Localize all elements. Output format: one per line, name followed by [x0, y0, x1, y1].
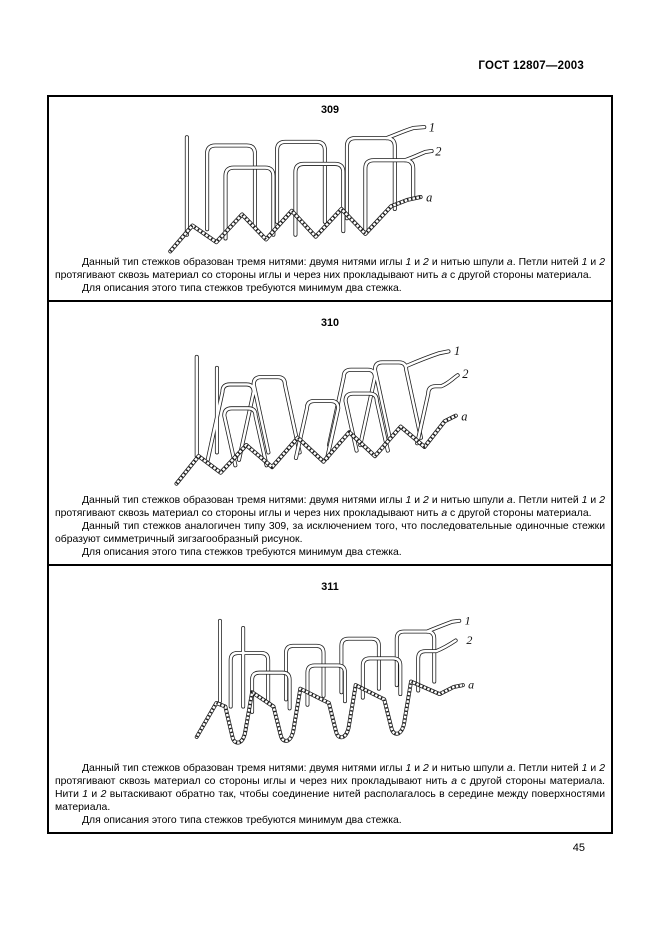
stitch-diagram-310: [150, 333, 486, 491]
needle-thread-2-label: 2: [462, 366, 469, 381]
stitch-comparison: Данный тип стежков аналогичен типу 309, за исключением того, что последовательные одиночные стежки образуют симметричный зигзагообразный рисунок.: [55, 521, 605, 545]
stitch-type-number: 310: [320, 317, 339, 329]
bobbin-thread-label: а: [461, 408, 468, 423]
stitch-type-number: 311: [321, 581, 339, 593]
stitch-section-310: [47, 300, 613, 566]
stitch-description: Данный тип стежков образован тремя нитями: двумя нитями иглы 1 и 2 и нитью шпули а. Петли нитей 1 и 2 протягивают сквозь материал со стороны иглы и через них прокладывают нить а с другой стороны материала. Нити 1 и 2 вытаскивают обратно так, чтобы соединение нитей располагалось в середине между поверхностями материала.: [55, 763, 606, 813]
stitch-description: Данный тип стежков образован тремя нитями: двумя нитями иглы 1 и 2 и нитью шпули а. Петли нитей 1 и 2 протягивают сквозь материал со стороны иглы и через них прокладывают нить а с другой стороны материала.: [55, 257, 606, 281]
needle-thread-1-label: 1: [464, 612, 471, 627]
page-number: 45: [572, 842, 585, 854]
stitch-type-number: 309: [320, 104, 339, 116]
bobbin-thread-label: а: [468, 677, 475, 692]
stitch-section-309: [47, 95, 613, 302]
bobbin-thread-label: а: [425, 190, 432, 205]
needle-thread-1-label: 1: [428, 120, 435, 135]
stitch-description: Данный тип стежков образован тремя нитями: двумя нитями иглы 1 и 2 и нитью шпули а. Петли нитей 1 и 2 протягивают сквозь материал со стороны иглы и через них прокладывают нить а с другой стороны материала.: [55, 495, 606, 519]
stitch-diagram-311: [163, 603, 493, 753]
stitch-note: Для описания этого типа стежков требуются минимум два стежка.: [82, 815, 402, 826]
needle-thread-1-label: 1: [453, 343, 461, 358]
standard-number-header: ГОСТ 12807—2003: [478, 60, 584, 72]
stitch-section-311: [47, 564, 613, 834]
stitch-diagram-309: [143, 117, 458, 255]
figure-blocks: [47, 95, 613, 834]
needle-thread-2-label: 2: [466, 632, 473, 647]
stitch-note: Для описания этого типа стежков требуются минимум два стежка.: [82, 547, 402, 558]
stitch-note: Для описания этого типа стежков требуются минимум два стежка.: [82, 283, 402, 294]
needle-thread-2-label: 2: [434, 144, 441, 159]
